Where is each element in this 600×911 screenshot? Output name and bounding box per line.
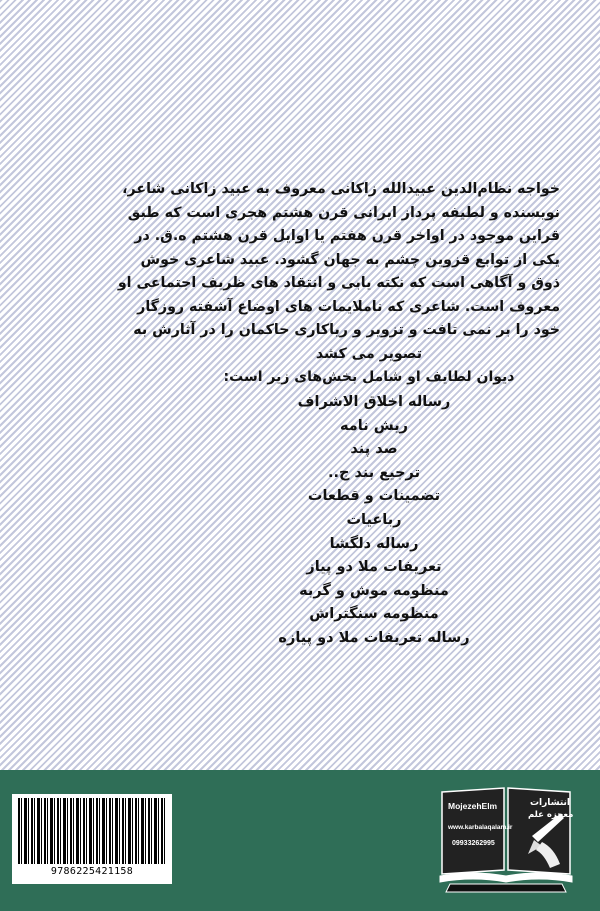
- description-line: نویسنده و لطیفه پرداز ایرانی قرن هشتم هجری است که طبق: [127, 204, 560, 221]
- footer-band: [0, 770, 600, 911]
- description-line: ذوق و آگاهی است که نکته یابی و انتقاد های ظریف اجتماعی او: [117, 275, 560, 291]
- isbn-number: 9786225421158: [50, 866, 134, 877]
- description-line: یکی از توابع قزوین چشم به جهان گشود. عبید شاعری خوش: [140, 251, 560, 268]
- publisher-name-fa-line2: معجزه علم: [528, 810, 574, 820]
- description-line: قراین موجود در اواخر قرن هفتم یا اوایل قرن هشتم ه.ق. در: [134, 228, 560, 244]
- description-paragraph: [38, 178, 560, 366]
- barcode-bars: [18, 798, 166, 864]
- list-item: رساله تعریفات ملا دو پیازه: [278, 629, 470, 646]
- list-item: ریش نامه: [340, 417, 408, 434]
- publisher-phone: 09933262995: [452, 840, 495, 847]
- publisher-website: www.karbalaqalam.ir: [448, 824, 513, 831]
- list-item: تعریفات ملا دو پیاز: [306, 559, 442, 576]
- sections-intro: دیوان لطایف او شامل بخش‌های زیر است:: [223, 369, 515, 385]
- description-line: تصویر می کشد: [315, 345, 423, 362]
- list-item: رباعیات: [346, 511, 402, 528]
- list-item: تضمینات و قطعات: [307, 488, 441, 505]
- list-item: رساله دلگشا: [329, 535, 419, 552]
- list-item: منظومه موش و گربه: [299, 582, 449, 599]
- description-line: خواجه نظام‌الدین عبیدالله زاکانی معروف به عبید زاکانی شاعر،: [122, 181, 560, 197]
- list-item: منظومه سنگتراش: [309, 606, 439, 623]
- barcode: [12, 794, 172, 884]
- publisher-name-fa-line1: انتشارات: [530, 798, 570, 808]
- list-item: ترجیع بند ج..: [327, 464, 421, 481]
- list-item: رساله اخلاق الاشراف: [297, 394, 451, 410]
- back-cover-text: [38, 178, 560, 651]
- description-line: معروف است. شاعری که ناملایمات های اوضاع آشفته روزگار: [137, 298, 560, 315]
- publisher-name-en: MojezehElm: [448, 801, 498, 811]
- publisher-logo: [436, 784, 576, 896]
- list-item: صد پند: [350, 441, 398, 458]
- sections-list: [38, 391, 560, 651]
- description-line: خود را بر نمی تافت و تزویر و ریاکاری حاکمان را در آثارش به: [133, 322, 560, 338]
